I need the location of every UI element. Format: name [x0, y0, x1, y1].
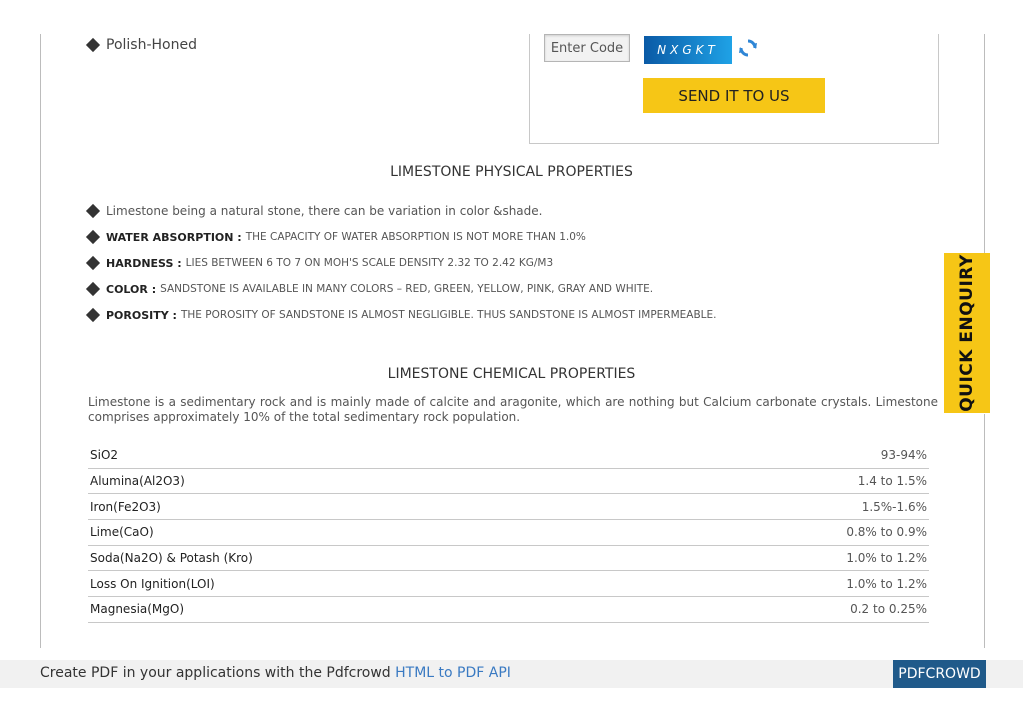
property-key: WATER ABSORPTION :	[106, 230, 242, 244]
pdf-footer-message: Create PDF in your applications with the Pdfcrowd	[40, 665, 396, 681]
diamond-bullet-icon	[86, 256, 100, 270]
property-key: COLOR :	[106, 282, 157, 296]
physical-properties-title: LIMESTONE PHYSICAL PROPERTIES	[390, 164, 633, 180]
property-intro: Limestone being a natural stone, there can be variation in color &shade.	[106, 204, 543, 218]
table-row	[88, 494, 929, 520]
chemical-name: SiO2	[90, 448, 119, 463]
right-frame-border	[984, 34, 985, 256]
pdf-footer-text	[40, 665, 511, 681]
finish-item-label: Polish-Honed	[106, 37, 197, 53]
list-item	[88, 302, 948, 328]
property-value: THE POROSITY OF SANDSTONE IS ALMOST NEGLIGIBLE. THUS SANDSTONE IS ALMOST IMPERMEABLE.	[180, 309, 717, 321]
captcha-code-input[interactable]: Enter Code	[544, 34, 630, 62]
chemical-value: 93-94%	[880, 448, 927, 463]
left-frame-border	[40, 34, 41, 648]
chemical-name: Iron(Fe2O3)	[90, 499, 161, 514]
diamond-bullet-icon	[86, 230, 100, 244]
chemical-name: Lime(CaO)	[90, 525, 154, 540]
chemical-name: Loss On Ignition(LOI)	[90, 576, 215, 591]
chemical-name: Alumina(Al2O3)	[90, 474, 185, 489]
diamond-bullet-icon	[86, 308, 100, 322]
pdfcrowd-badge[interactable]: PDFCROWD	[893, 660, 986, 688]
chemical-value: 1.5%-1.6%	[861, 499, 927, 514]
list-item	[88, 250, 948, 276]
chemical-name: Magnesia(MgO)	[90, 602, 185, 617]
chemical-properties-table	[88, 443, 929, 623]
table-row	[88, 546, 929, 572]
chemical-description: Limestone is a sedimentary rock and is mainly made of calcite and aragonite, which are nothing but Calcium carbonate crystals. Limestone comprises approximately 10% of the total sedimentary rock population.	[88, 395, 938, 424]
property-value: THE CAPACITY OF WATER ABSORPTION IS NOT MORE THAN 1.0%	[245, 231, 586, 243]
table-row	[88, 443, 929, 469]
property-value: LIES BETWEEN 6 TO 7 ON MOH'S SCALE DENSITY 2.32 TO 2.42 KG/M3	[185, 257, 554, 269]
list-item	[88, 224, 948, 250]
captcha-image: NXGKT	[644, 36, 732, 64]
chemical-value: 1.0% to 1.2%	[846, 576, 927, 591]
chemical-properties-title: LIMESTONE CHEMICAL PROPERTIES	[387, 366, 636, 382]
property-value: SANDSTONE IS AVAILABLE IN MANY COLORS – RED, GREEN, YELLOW, PINK, GRAY AND WHITE.	[160, 283, 654, 295]
right-frame-border-lower	[984, 414, 985, 648]
send-button[interactable]: SEND IT TO US	[643, 78, 825, 113]
refresh-icon[interactable]	[738, 38, 758, 58]
chemical-value: 0.8% to 0.9%	[846, 525, 927, 540]
diamond-bullet-icon	[86, 282, 100, 296]
property-key: POROSITY :	[106, 308, 177, 322]
chemical-value: 0.2 to 0.25%	[850, 602, 927, 617]
table-row	[88, 520, 929, 546]
pdf-api-link[interactable]: HTML to PDF API	[395, 665, 511, 681]
list-item	[88, 198, 948, 224]
table-row	[88, 597, 929, 623]
list-item	[88, 276, 948, 302]
chemical-value: 1.4 to 1.5%	[857, 474, 927, 489]
diamond-bullet-icon	[86, 38, 100, 52]
table-row	[88, 571, 929, 597]
table-row	[88, 469, 929, 495]
chemical-name: Soda(Na2O) & Potash (Kro)	[90, 551, 253, 566]
quick-enquiry-tab[interactable]	[944, 253, 990, 413]
physical-properties-list	[88, 198, 948, 328]
diamond-bullet-icon	[86, 204, 100, 218]
property-key: HARDNESS :	[106, 256, 182, 270]
chemical-value: 1.0% to 1.2%	[846, 551, 927, 566]
quick-enquiry-label: QUICK ENQUIRY	[957, 254, 978, 412]
finish-list-item	[88, 37, 197, 53]
